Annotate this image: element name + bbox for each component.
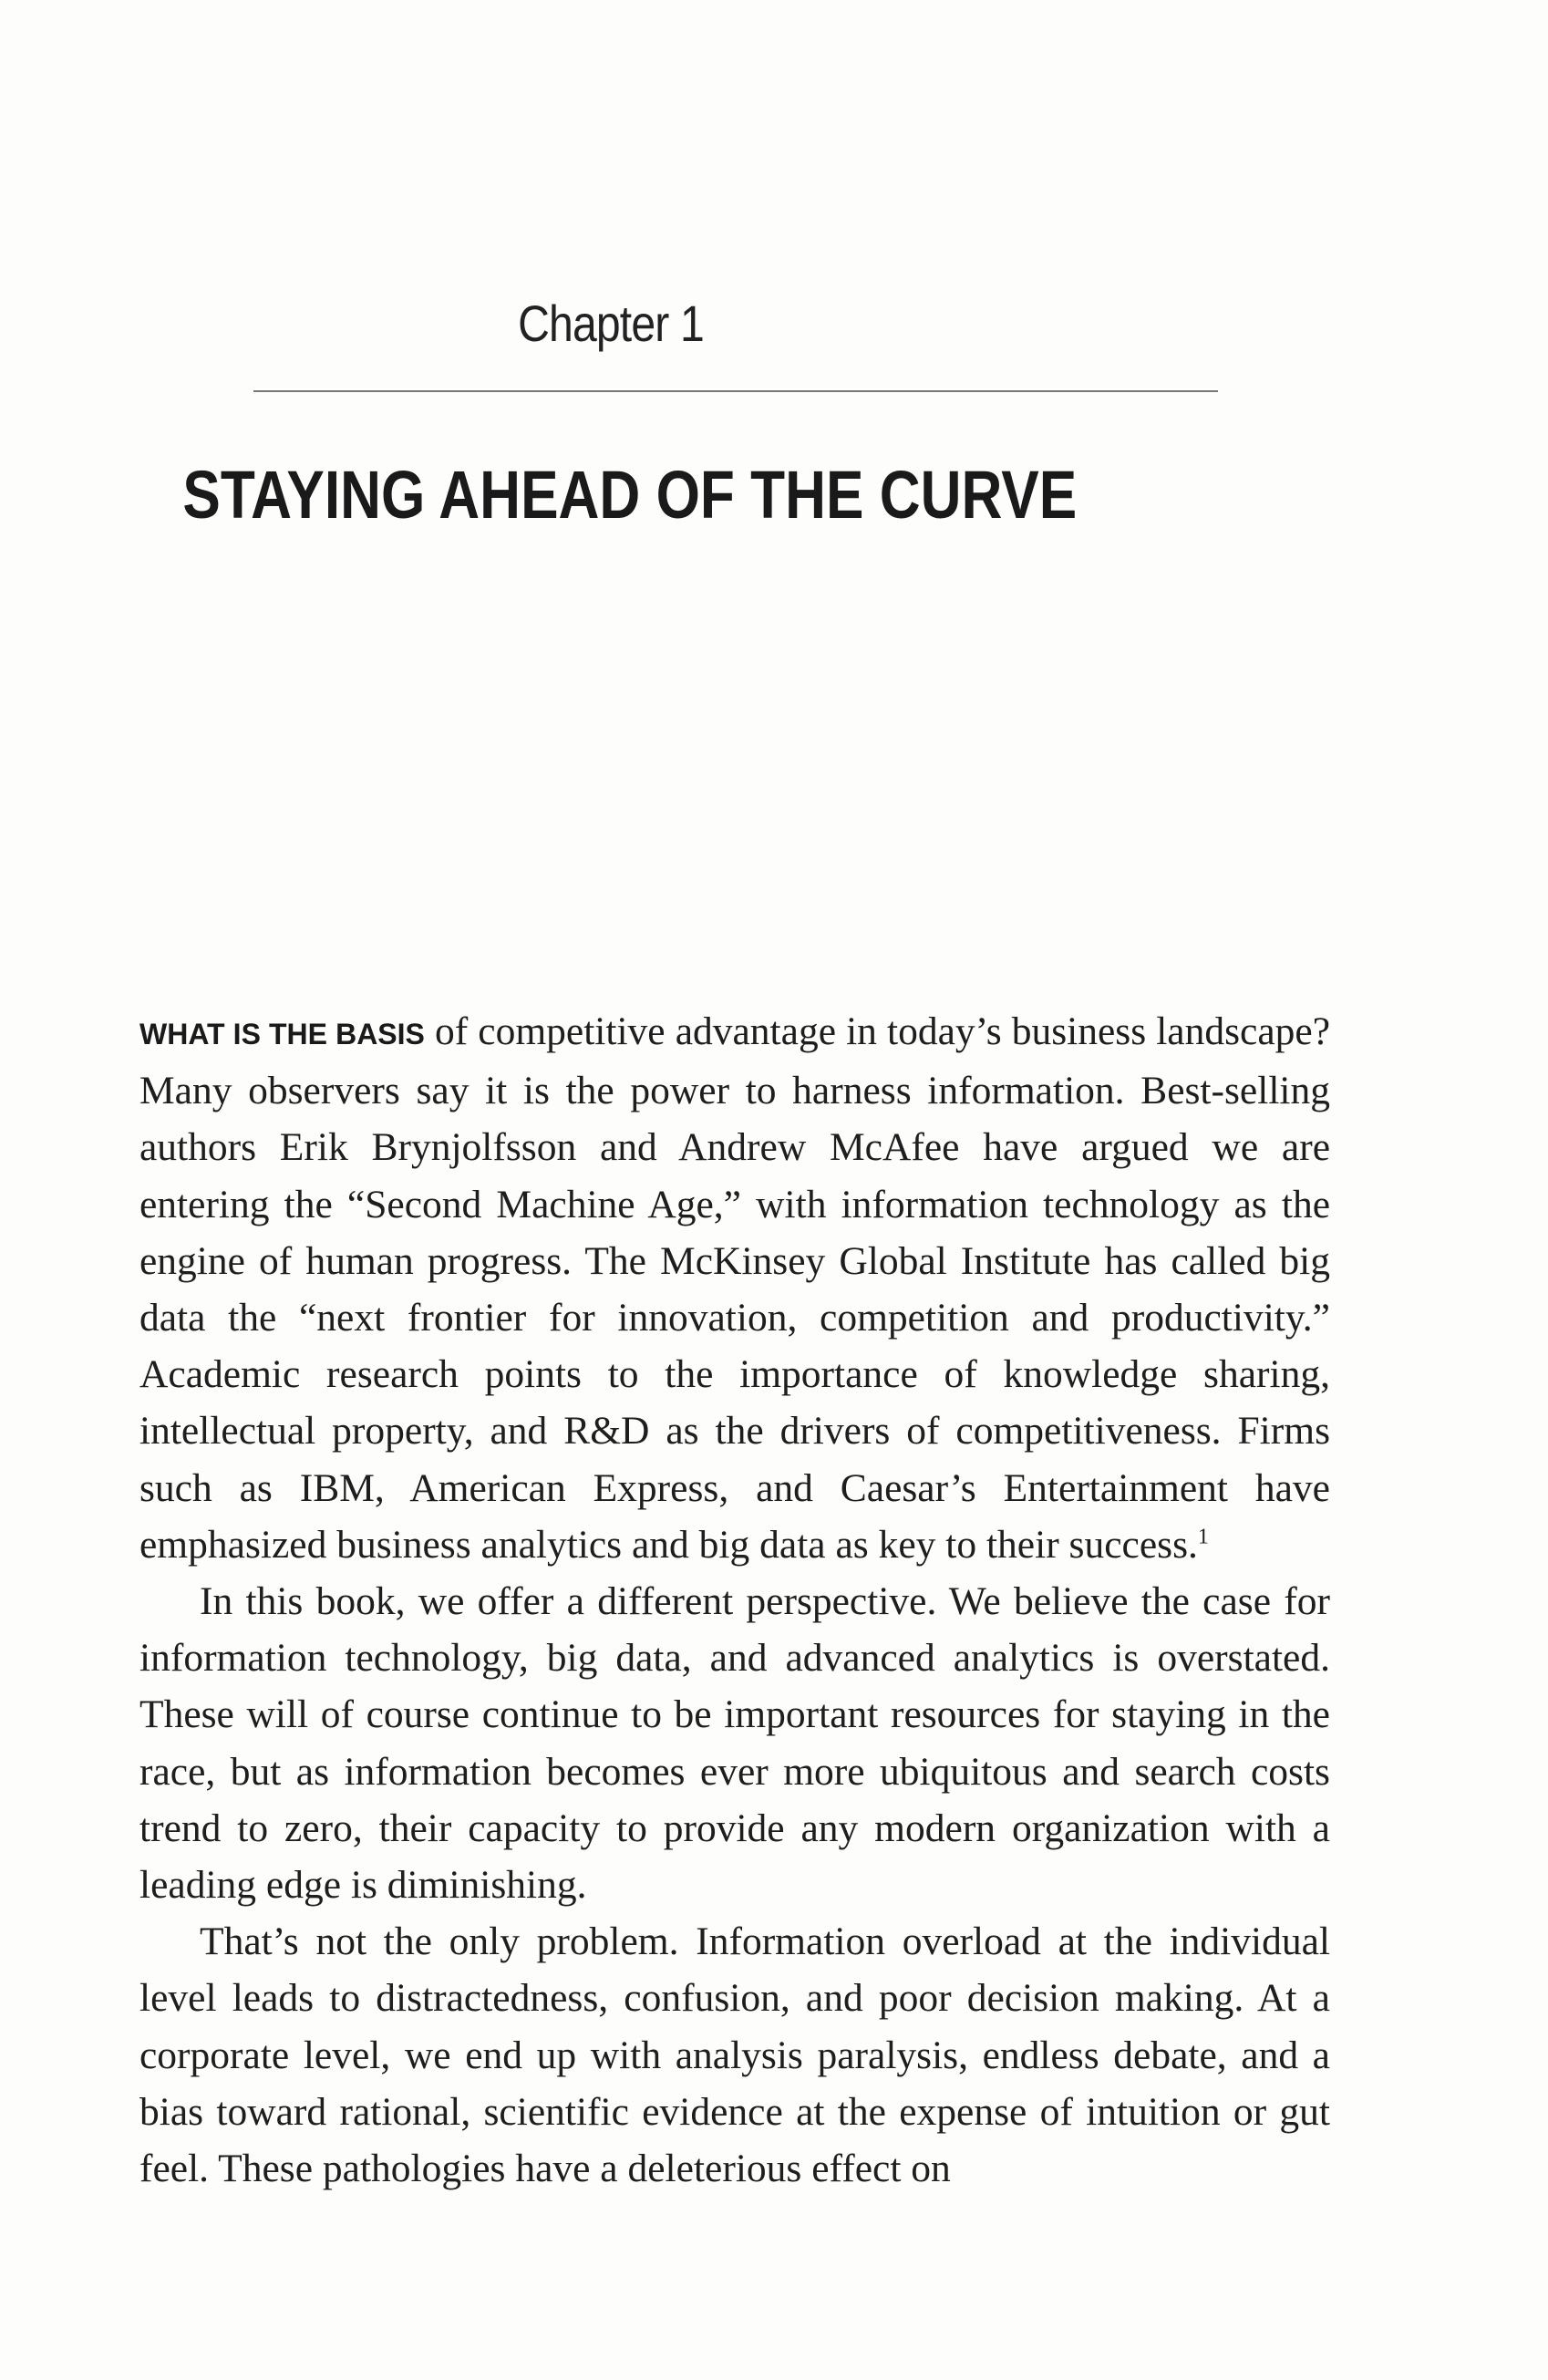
footnote-marker: 1 bbox=[1197, 1525, 1209, 1549]
paragraph-2: In this book, we offer a different perspective. We believe the case for information technology, big data, and advanced analytics is overstated. These will of course continue to be important resources for staying in the race, but as information becomes ever more ubiquitous and search costs trend to zero, their capacity to provide any modern organization with a leading edge is diminishing. bbox=[139, 1579, 1330, 1908]
chapter-label: Chapter 1 bbox=[518, 295, 704, 352]
lead-in-text: WHAT IS THE BASIS bbox=[139, 1018, 425, 1050]
body-text bbox=[139, 1003, 1330, 2197]
paragraph-3: That’s not the only problem. Information overload at the individual level leads to distractedness, confusion, and poor decision making. At a corporate level, we end up with analysis paralysis, endless debate, and a bias toward rational, scientific evidence at the expense of intuition or gut feel. These pathologies have a deleterious effect on bbox=[139, 1920, 1330, 2191]
chapter-title: STAYING AHEAD OF THE CURVE bbox=[182, 457, 1078, 533]
chapter-divider bbox=[253, 390, 1218, 392]
paragraph-1 bbox=[139, 1003, 1330, 1573]
paragraph-1-text: of competitive advantage in today’s business landscape? Many observers say it is the power to harness information. Best-selling authors Erik Brynjolfsson and Andrew McAfee have argued we are entering the “Second Machine Age,” with information technology as the engine of human progress. The McKinsey Global Institute has called big data the “next frontier for innovation, competition and productivity.” Academic research points to the importance of knowledge sharing, intellectual property, and R&D as the drivers of competitiveness. Firms such as IBM, American Express, and Caesar’s Entertainment have emphasized business analytics and big data as key to their success. bbox=[139, 1009, 1331, 1567]
